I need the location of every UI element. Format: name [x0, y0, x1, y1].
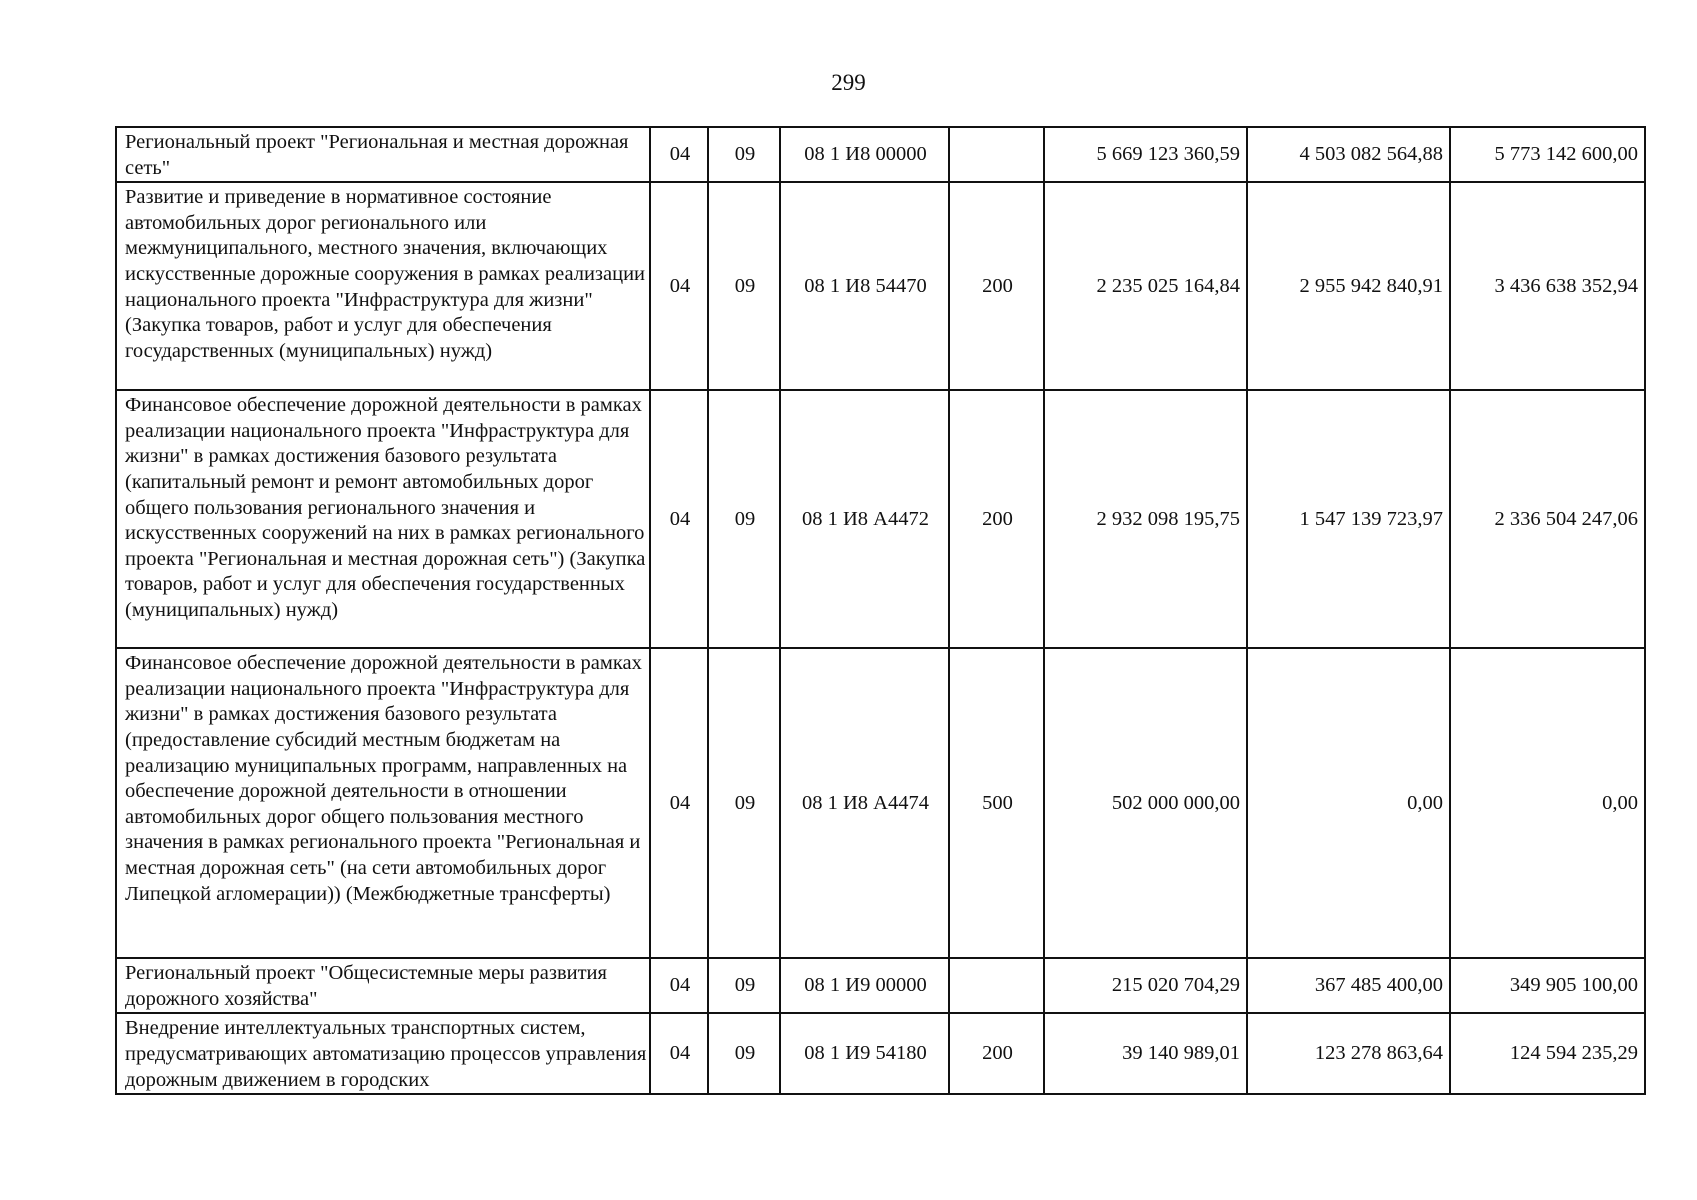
- section-code: 04: [650, 958, 708, 1013]
- amount-year-3: 5 773 142 600,00: [1450, 127, 1645, 182]
- amount-year-2: 0,00: [1247, 648, 1450, 958]
- amount-year-1: 2 932 098 195,75: [1044, 390, 1247, 648]
- target-article-code: 08 1 И8 54470: [780, 182, 949, 390]
- amount-year-1: 502 000 000,00: [1044, 648, 1247, 958]
- subsection-code: 09: [708, 127, 780, 182]
- target-article-code: 08 1 И8 00000: [780, 127, 949, 182]
- section-code: 04: [650, 648, 708, 958]
- subsection-code: 09: [708, 958, 780, 1013]
- section-code: 04: [650, 127, 708, 182]
- expense-type-code: 200: [949, 1013, 1044, 1094]
- expense-type-code: 200: [949, 390, 1044, 648]
- subsection-code: 09: [708, 182, 780, 390]
- amount-year-2: 367 485 400,00: [1247, 958, 1450, 1013]
- target-article-code: 08 1 И9 00000: [780, 958, 949, 1013]
- page-number: 299: [831, 70, 866, 95]
- amount-year-2: 1 547 139 723,97: [1247, 390, 1450, 648]
- row-description: Финансовое обеспечение дорожной деятельности в рамках реализации национального проекта "Инфраструктура для жизни" в рамках достижения базового результата (предоставление субсидий местным бюджетам на реализацию муниципальных программ, направленных на обеспечение дорожной деятельности в отношении автомобильных дорог общего пользования местного значения в рамках регионального проекта "Региональная и местная дорожная сеть" (на сети автомобильных дорог Липецкой агломерации)) (Межбюджетные трансферты): [116, 648, 650, 958]
- table-row: [116, 958, 1645, 1013]
- amount-year-1: 39 140 989,01: [1044, 1013, 1247, 1094]
- amount-year-3: 349 905 100,00: [1450, 958, 1645, 1013]
- table-row: [116, 1013, 1645, 1094]
- expense-type-code: 200: [949, 182, 1044, 390]
- table-row: [116, 390, 1645, 648]
- amount-year-3: 3 436 638 352,94: [1450, 182, 1645, 390]
- expense-type-code: [949, 127, 1044, 182]
- section-code: 04: [650, 182, 708, 390]
- budget-table: [115, 126, 1646, 1095]
- row-description: Региональный проект "Общесистемные меры развития дорожного хозяйства": [116, 958, 650, 1013]
- row-description: Внедрение интеллектуальных транспортных систем, предусматривающих автоматизацию процессов управления дорожным движением в городских: [116, 1013, 650, 1094]
- row-description: Региональный проект "Региональная и местная дорожная сеть": [116, 127, 650, 182]
- amount-year-3: 124 594 235,29: [1450, 1013, 1645, 1094]
- target-article-code: 08 1 И9 54180: [780, 1013, 949, 1094]
- table-row: [116, 127, 1645, 182]
- amount-year-2: 2 955 942 840,91: [1247, 182, 1450, 390]
- expense-type-code: 500: [949, 648, 1044, 958]
- section-code: 04: [650, 390, 708, 648]
- subsection-code: 09: [708, 648, 780, 958]
- table-row: [116, 182, 1645, 390]
- amount-year-1: 215 020 704,29: [1044, 958, 1247, 1013]
- amount-year-3: 0,00: [1450, 648, 1645, 958]
- expense-type-code: [949, 958, 1044, 1013]
- target-article-code: 08 1 И8 А4472: [780, 390, 949, 648]
- row-description: Финансовое обеспечение дорожной деятельности в рамках реализации национального проекта "Инфраструктура для жизни" в рамках достижения базового результата (капитальный ремонт и ремонт автомобильных дорог общего пользования регионального значения и искусственных сооружений на них в рамках регионального проекта "Региональная и местная дорожная сеть") (Закупка товаров, работ и услуг для обеспечения государственных (муниципальных) нужд): [116, 390, 650, 648]
- subsection-code: 09: [708, 1013, 780, 1094]
- amount-year-1: 2 235 025 164,84: [1044, 182, 1247, 390]
- amount-year-3: 2 336 504 247,06: [1450, 390, 1645, 648]
- section-code: 04: [650, 1013, 708, 1094]
- amount-year-1: 5 669 123 360,59: [1044, 127, 1247, 182]
- amount-year-2: 4 503 082 564,88: [1247, 127, 1450, 182]
- table-row: [116, 648, 1645, 958]
- row-description: Развитие и приведение в нормативное состояние автомобильных дорог регионального или межмуниципального, местного значения, включающих искусственные дорожные сооружения в рамках реализации национального проекта "Инфраструктура для жизни" (Закупка товаров, работ и услуг для обеспечения государственных (муниципальных) нужд): [116, 182, 650, 390]
- target-article-code: 08 1 И8 А4474: [780, 648, 949, 958]
- amount-year-2: 123 278 863,64: [1247, 1013, 1450, 1094]
- subsection-code: 09: [708, 390, 780, 648]
